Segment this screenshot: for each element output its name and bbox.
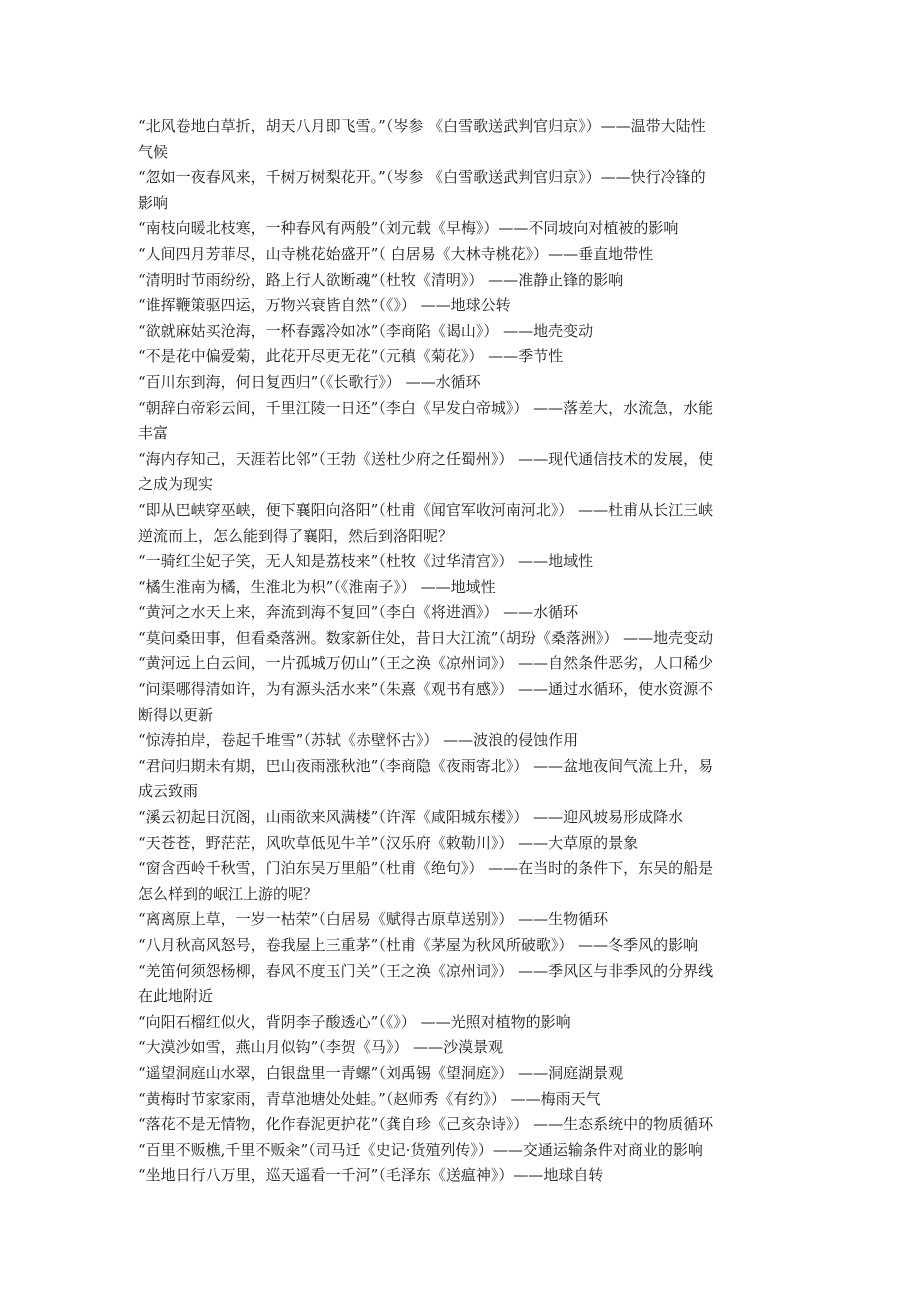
- text-line: “八月秋高风怒号，卷我屋上三重茅”（杜甫《茅屋为秋风所破歌》） ——冬季风的影响: [138, 936, 699, 954]
- text-line: 逆流而上，怎么能到得了襄阳，然后到洛阳呢？: [138, 526, 454, 545]
- text-line: 在此地附近: [138, 987, 214, 1006]
- text-line: 丰富: [138, 424, 169, 443]
- text-line: “惊涛拍岸，卷起千堆雪”（苏轼《赤壁怀古》） ——波浪的侵蚀作用: [138, 731, 579, 750]
- text-line: “人间四月芳菲尽，山寺桃花始盛开”（ 白居易《大林寺桃花》）——垂直地带性: [138, 244, 654, 263]
- text-line: “朝辞白帝彩云间，千里江陵一日还”（李白《早发白帝城》） ——落差大，水流急，水能: [138, 398, 714, 417]
- text-line: 影响: [138, 193, 169, 212]
- text-line: “百川东到海，何日复西归”（《长歌行》） ——水循环: [138, 372, 481, 391]
- text-line: “落花不是无情物，化作春泥更护花”（龚自珍《己亥杂诗》） ——生态系统中的物质循环: [138, 1115, 714, 1134]
- text-line: “天苍苍，野茫茫，风吹草低见牛羊”（汉乐府《敕勒川》） ——大草原的景象: [138, 833, 639, 852]
- text-line: “黄梅时节家家雨，青草池塘处处蛙。”（赵师秀《有约》） ——梅雨天气: [138, 1089, 601, 1108]
- text-line: “海内存知己，天涯若比邻”（王勃《送杜少府之任蜀州》） ——现代通信技术的发展，使: [138, 449, 714, 468]
- text-line: “君问归期未有期，巴山夜雨涨秋池”（李商隐《夜雨寄北》） ——盆地夜间气流上升，易: [138, 756, 714, 775]
- text-line: “离离原上草，一岁一枯荣”（白居易《赋得古原草送别》） ——生物循环: [138, 910, 609, 929]
- text-line: “羌笛何须怨杨柳，春风不度玉门关”（王之涣《凉州词》） ——季风区与非季风的分界线: [138, 961, 714, 980]
- text-line: 断得以更新: [138, 705, 214, 724]
- text-line: 气候: [138, 142, 169, 161]
- text-line: “窗含西岭千秋雪，门泊东吴万里船”（杜甫《绝句》） ——在当时的条件下，东吴的船是: [138, 859, 714, 878]
- text-line: “溪云初起日沉阁，山雨欲来风满楼”（许浑《咸阳城东楼》） ——迎风坡易形成降水: [138, 808, 684, 827]
- text-line: “百里不贩樵,千里不贩籴”（司马迁《史记·货殖列传》）——交通运输条件对商业的影响: [138, 1140, 703, 1159]
- text-line: “黄河之水天上来，奔流到海不复回”（李白《将进酒》） ——水循环: [138, 603, 579, 622]
- text-line: “清明时节雨纷纷，路上行人欲断魂”（杜牧《清明》） ——准静止锋的影响: [138, 270, 624, 289]
- text-line: “橘生淮南为橘，生淮北为枳”（《淮南子》） ——地域性: [138, 577, 496, 596]
- text-line: “向阳石榴红似火，背阴李子酸透心”（《》） ——光照对植物的影响: [138, 1012, 571, 1031]
- text-line: “一骑红尘妃子笑，无人知是荔枝来”（杜牧《过华清宫》） ——地域性: [138, 552, 594, 571]
- text-line: “问渠哪得清如许，为有源头活水来”（朱熹《观书有感》） ——通过水循环，使水资源不: [138, 680, 714, 699]
- text-line: “南枝向暖北枝寒，一种春风有两般”（刘元载《早梅》）——不同坡向对植被的影响: [138, 219, 679, 238]
- text-line: “北风卷地白草折，胡天八月即飞雪。”（岑参 《白雪歌送武判官归京》）——温带大陆性: [138, 117, 706, 135]
- text-line: 之成为现实: [138, 475, 214, 494]
- text-line: “坐地日行八万里，巡天遥看一千河”（毛泽东《送瘟神》）——地球自转: [138, 1166, 604, 1185]
- text-line: “欲就麻姑买沧海，一杯春露冷如冰”（李商陷《谒山》） ——地壳变动: [138, 321, 594, 340]
- text-line: “莫问桑田事，但看桑落洲。数家新住处，昔日大江流”（胡玢《桑落洲》） ——地壳变动: [138, 628, 714, 647]
- text-line: “即从巴峡穿巫峡，便下襄阳向洛阳”（杜甫《闻官军收河南河北》） ——杜甫从长江三峡: [138, 500, 714, 519]
- text-line: “大漠沙如雪，燕山月似钩”（李贺《马》） ——沙漠景观: [138, 1038, 504, 1057]
- text-line: 怎么样到的岷江上游的呢？: [138, 884, 319, 903]
- text-line: “黄河远上白云间，一片孤城万仞山”（王之涣《凉州词》） ——自然条件恶劣，人口稀少: [138, 654, 714, 673]
- text-line: “不是花中偏爱菊，此花开尽更无花”（元稹《菊花》） ——季节性: [138, 347, 564, 366]
- document-body: [138, 114, 786, 1189]
- text-line: “遥望洞庭山水翠，白银盘里一青螺”（刘禹锡《望洞庭》） ——洞庭湖景观: [138, 1063, 624, 1082]
- text-line: “谁挥鞭策驱四运，万物兴衰皆自然”（《》） ——地球公转: [138, 296, 511, 315]
- text-line: “忽如一夜春风来，千树万树梨花开。”（岑参 《白雪歌送武判官归京》）——快行冷锋的: [138, 168, 706, 187]
- text-line: 成云致雨: [138, 782, 199, 801]
